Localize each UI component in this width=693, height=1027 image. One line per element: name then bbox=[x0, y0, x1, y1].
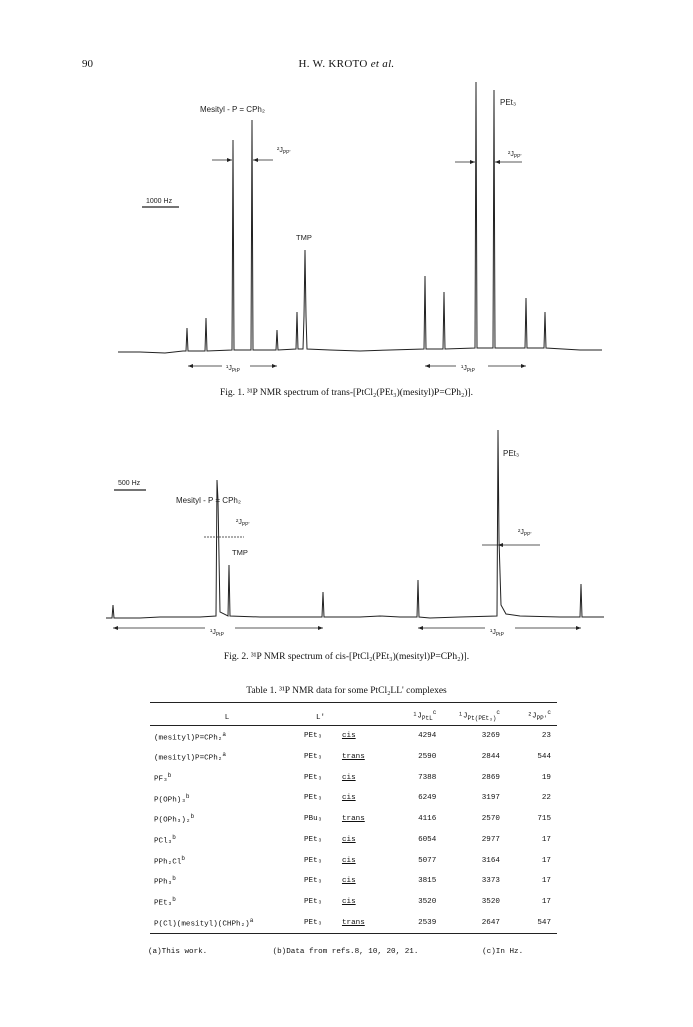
fig1-1jptp-right-arrowhead-a bbox=[425, 364, 430, 368]
table-row: PEt₃$^b$ PEt₃ cis 3520 3520 17 bbox=[154, 896, 551, 908]
fig1-2jpp-left-arrowhead-b bbox=[253, 158, 258, 162]
table-footnotes bbox=[148, 948, 568, 956]
fig2-trace bbox=[106, 430, 604, 618]
fig1-1jptp-right-label: $^1J_{PtP}$ bbox=[461, 365, 475, 374]
table-row: PPh₂Cl$^b$ PEt₃ cis 5077 3164 17 bbox=[154, 854, 551, 867]
table-1 bbox=[150, 702, 557, 934]
fig1-1jptp-right-arrowhead-b bbox=[521, 364, 526, 368]
fig2-label-pet3: PEt₃ bbox=[503, 449, 520, 458]
fig1-scale-bar-label: 1000 Hz bbox=[146, 198, 173, 205]
fig1-label-mesityl: Mesityl - P = CPh₂ bbox=[200, 105, 265, 114]
th-l: L bbox=[150, 703, 302, 726]
fig1-1jptp-left-arrowhead-a bbox=[188, 364, 193, 368]
fig2-1jptp-left-arrowhead-a bbox=[113, 626, 118, 630]
footnote-b: (b)Data from refs.8, 10, 20, 21. bbox=[272, 948, 419, 956]
figure-2-caption: Fig. 2. ³¹P NMR spectrum of cis-[PtCl₂(PEt₃)(mesityl)P=CPh₂)]. bbox=[223, 652, 470, 662]
fig1-label-pet3: PEt₃ bbox=[500, 98, 517, 107]
th-1jptpet3: $^1J_{Pt(PEt_3)}^c$ bbox=[438, 703, 502, 726]
th-1jptl: $^1J_{PtL}^c$ bbox=[386, 703, 439, 726]
fig2-label-mesityl: Mesityl - P = CPh₂ bbox=[176, 496, 241, 505]
table-row: PPh₃$^b$ PEt₃ cis 3815 3373 17 bbox=[154, 875, 551, 887]
fig1-1jptp-left-arrowhead-b bbox=[272, 364, 277, 368]
fig1-label-tmp: TMP bbox=[296, 233, 312, 242]
footnote-c: (c)In Hz. bbox=[482, 948, 524, 956]
table-row: PF₃$^b$ PEt₃ cis 7388 2869 19 bbox=[154, 772, 551, 784]
fig1-1jptp-left-label: $^1J_{PtP}$ bbox=[226, 365, 240, 374]
figure-1-caption: Fig. 1. ³¹P NMR spectrum of trans-[PtCl₂(PEt₃)(mesityl)P=CPh₂)]. bbox=[219, 388, 474, 398]
fig2-2jpp-left-label: $^2J_{PP'}$ bbox=[236, 519, 250, 528]
fig1-2jpp-right-label: $^2J_{PP'}$ bbox=[508, 151, 522, 160]
table-row: (mesityl)P=CPh₂$^a$ PEt₃ trans 2590 2844 544 bbox=[154, 751, 551, 763]
th-2jpp: $^2J_{PP'}^c$ bbox=[502, 703, 557, 726]
fig1-2jpp-left-arrowhead-a bbox=[227, 158, 232, 162]
fig2-scale-bar-label: 500 Hz bbox=[118, 480, 141, 487]
table-1-caption: Table 1. ³¹P NMR data for some PtCl₂LL' complexes bbox=[246, 686, 447, 696]
fig2-1jptp-right-arrowhead-a bbox=[418, 626, 423, 630]
fig1-2jpp-left-label: $^2J_{PP'}$ bbox=[277, 147, 291, 156]
fig1-2jpp-right-arrowhead-b bbox=[495, 160, 500, 164]
header-et-al: et al. bbox=[370, 58, 395, 70]
figure-2-spectrum bbox=[0, 400, 693, 650]
fig2-1jptp-left-arrowhead-b bbox=[318, 626, 323, 630]
page-number: 90 bbox=[82, 58, 93, 70]
fig1-trace bbox=[118, 82, 602, 353]
th-lprime: L' bbox=[302, 703, 386, 726]
table-row: PCl₃$^b$ PEt₃ cis 6054 2977 17 bbox=[154, 834, 551, 846]
header-authors: H. W. KROTO bbox=[298, 58, 368, 70]
footnote-a: (a)This work. bbox=[148, 948, 208, 956]
fig2-1jptp-left-label: $^1J_{PtP}$ bbox=[210, 629, 224, 638]
table-row: (mesityl)P=CPh₂$^a$ PEt₃ cis 4294 3269 23 bbox=[154, 730, 551, 743]
table-row: P(OPh₃)₂$^b$ PBu₃ trans 4116 2570 715 bbox=[154, 813, 551, 825]
fig2-1jptp-right-arrowhead-b bbox=[576, 626, 581, 630]
fig2-label-tmp: TMP bbox=[232, 548, 248, 557]
table-header-row bbox=[150, 703, 557, 726]
fig1-2jpp-right-arrowhead-a bbox=[470, 160, 475, 164]
fig2-2jpp-right-label: $^2J_{PP'}$ bbox=[518, 529, 532, 538]
fig2-1jptp-right-label: $^1J_{PtP}$ bbox=[490, 629, 504, 638]
figure-1-spectrum bbox=[0, 0, 693, 400]
table-row: P(OPh)₃$^b$ PEt₃ cis 6249 3197 22 bbox=[154, 792, 551, 805]
table-row: P(Cl)(mesityl)(CHPh₂)$^a$ PEt₃ trans 2539 2647 547 bbox=[150, 912, 557, 933]
